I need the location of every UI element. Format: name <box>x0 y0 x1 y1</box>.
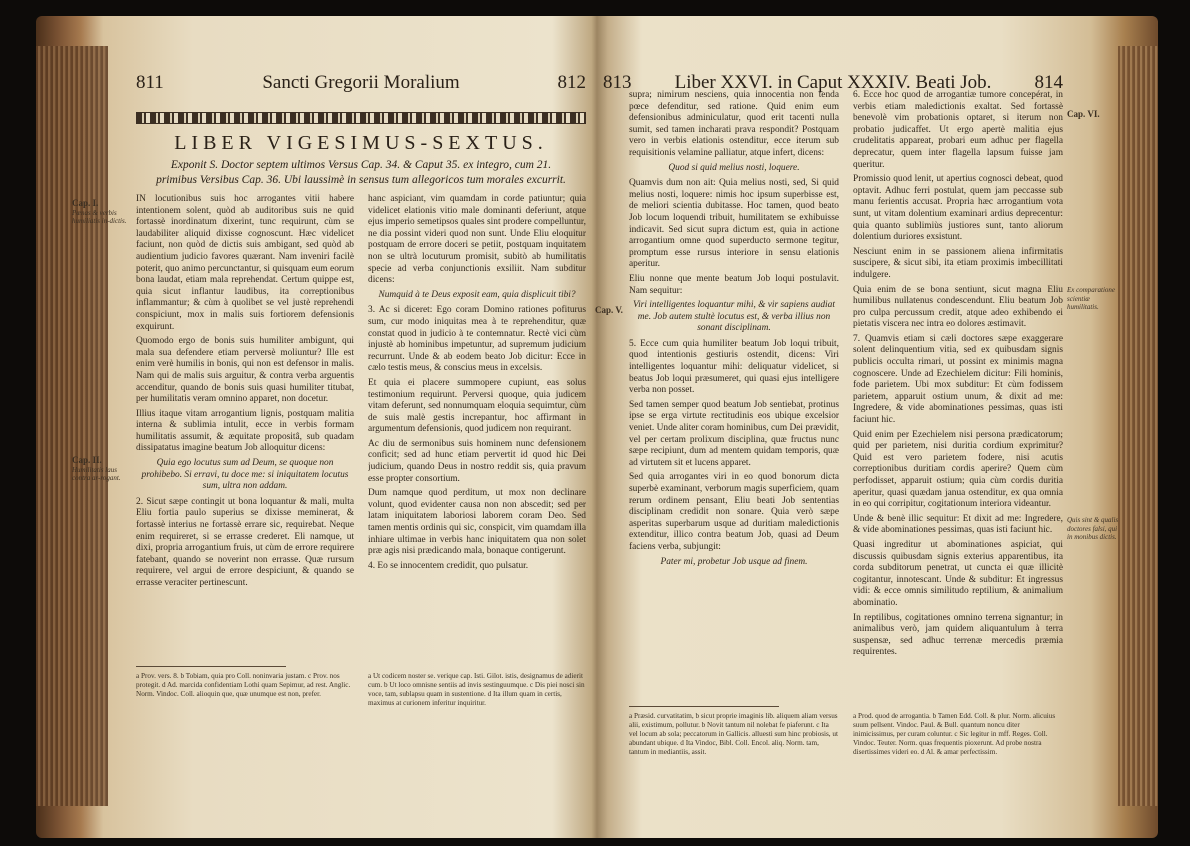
margin-note <box>72 199 130 226</box>
paragraph: Quasi ingreditur ut abominationes aspiciat, qui discussis quibusdam signis exterius apparentibus, ita corda subditorum penetrat, ut cuncta ei quæ illicitè cogitantur, innotescant. Unde & subditur: Et ingressus vidi: & ecce omnis similitudo reptilium, & animalium abominatio. <box>853 539 1063 608</box>
paragraph: supra; nimirum nesciens, quia innocentia non tenda pœce defenditur, sed ratione. Quid enim eum defensionibus adminiculatur, quod erit tacenti nulla sumit, sed tamen incharati prava respondit? Postquam vero in verbis elationis ostenditur, ecce iterum sub requisitionis velamine palliatur, atque infert, dicens: <box>629 90 839 158</box>
paragraph: In reptilibus, cogitationes omnino terrena signantur; in animalibus verò, jam quidem aliquantulum à terra suspensæ, sed adhuc terrenæ mercedis præmia requirentes. <box>853 612 1063 658</box>
paragraph: 7. Quamvis etiam si cæli doctores sæpe exaggerare solent delinquentium vitia, sed ex quibusdam signis publicis occulta rimari, ut possint ex minimis magna cognoscere. Unde ad Ezechielem dicitur: Fili hominis, fode parietem. Ubi mox subditur: Et cùm fodissem parietem, apparuit ostium unum, & dixit ad me: Ingredere, & vide abominationes pessimas, quas isti faciunt hic. <box>853 333 1063 426</box>
paragraph: Quid enim per Ezechielem nisi persona prædicatorum; quid per parietem, nisi duritia cordium exprimitur? Quid est vero parietem fodere, nisi acutis correptionibus duritiam cordis aperire? Quem cùm perfodisset, apparuit ostium; quia cùm cordis duritia aperitur, quasi quædam janua ostenditur, ex qua omnia in eo qui corripitur, cogitationum interiora videantur. <box>853 429 1063 510</box>
margin-note <box>1067 110 1119 120</box>
ornamental-band <box>136 112 586 124</box>
paragraph: Quamvis dum non ait: Quia melius nosti, sed, Si quid melius nosti, loquere: nimis hoc ipsum superbisse est, de meliori scientia dubitasse. Hoc tamen, quod beato Job locum loquendi tribuit, humilitatem se exhibuisse indicavit. Sed sicut supra dictum est, quia in actione arrogantium omne quod superducto sermone tegitur, promptum esse rursus interiore in sensu elationis aperitur. <box>629 178 839 270</box>
left-page-edges <box>36 46 108 806</box>
paragraph: 5. Ecce cum quia humiliter beatum Job loqui tribuit, quod intentionis gestiuris ostendit, dicens: Viri intelligentes loquantur mihi: deliquatur videlicet, si beatus Job loqui præsumeret, qui quasi ejus intelligere verba non posset. <box>629 338 839 396</box>
book-title: LIBER VIGESIMUS-SEXTUS. <box>174 132 548 154</box>
paragraph: Eliu nonne que mente beatum Job loqui postulavit. Nam sequitur: <box>629 273 839 296</box>
page-number: 811 <box>136 72 164 93</box>
text-columns <box>629 90 1063 702</box>
paragraph: Promissio quod lenit, ut apertius cognosci debeat, quod optavit. Adhuc ferri postulat, quem jam peccasse sub manu ferientis accusat. Propria hæc arrogantium vota sunt, ut vitam dolentium examinari ardius deprecentur: quia quanto sublimiùs justiores sunt, tanto aliorum dolentium duriores exsistunt. <box>853 174 1063 243</box>
running-title: Liber XXVI. in Caput XXXIV. Beati Job. <box>674 72 992 93</box>
chapter-label: Cap. VI. <box>1067 109 1100 119</box>
footnote-column: a Ut codicem noster se. verique cap. Isti. Gilot. istis, designamus de adierit cum. b Ut loco omnisne sentiis ad invis sestinguumque. c Dis piei nosci sin voce, tam, sublapsu quam in sustentione. d Ita illum quam in certis, maximus at curionem inferitur inquiritur. <box>368 672 585 707</box>
scripture-verse: Quod si quid melius nosti, loquere. <box>668 162 800 173</box>
text-column-right <box>368 194 586 660</box>
chapter-summary: Exponit S. Doctor septem ultimos Versus Cap. 34. & Caput 35. ex integro, cum 21. primibus Versibus Cap. 36. Ubi laussimè in sensus tum allegoricos tum morales excurrit. <box>156 159 566 186</box>
chapter-label: Cap. II. <box>72 455 102 465</box>
running-title: Sancti Gregorii Moralium <box>262 72 460 93</box>
book-spread <box>36 16 1158 838</box>
text-column-right <box>853 90 1063 702</box>
page-number: 814 <box>1034 72 1063 93</box>
margin-gloss: Humilitatis laus contra ar-rogant. <box>72 465 121 482</box>
footnote-rule <box>629 706 779 707</box>
margin-note <box>595 306 625 316</box>
paragraph: Nesciunt enim in se passionem aliena infirmitatis suscipere, & sicut sibi, ita etiam proximis imbecillitati indulgere. <box>853 246 1063 280</box>
left-page <box>72 16 586 838</box>
footnotes <box>629 712 1063 766</box>
right-page-edges <box>1118 46 1158 806</box>
footnote-rule <box>136 666 286 667</box>
margin-gloss: Quis sint & qualis doctores falsi, qui in monibus dictis. <box>1067 516 1119 541</box>
paragraph: hanc aspiciant, vim quamdam in corde patiuntur; quia videlicet elationis vitio male dominanti deferiunt, atque ejus imperio semetipsos quales sint prodere compelluntur, ne dia possint videri quod non sunt. Unde Eliu eloquitur postquam de errore doceri se petiit, postquam inquitatem non se ultrà locuturum promisit, subitò ab humilitatis specie ad verba conjunctionis exsiliit. Nam subditur dicens: <box>368 194 586 286</box>
margin-note <box>1067 286 1119 312</box>
right-page <box>595 16 1119 838</box>
paragraph: 4. Eo se innocentem credidit, quo pulsatur. <box>368 560 529 571</box>
footnote-column: a Prod. quod de arrogantia. b Tamen Edd. Coll. & plur. Norm. alicuius suum pellsent. Vindoc. Paul. & Bull. quantum noncu diter inimicissimus, per curam coluntur. c Sic legitur in mff. Reges. Coll. Vindoc. Teuter. Norm. quas frequentis pioxerunt. Ad probe nostra disertissimes videri eo. d Al. & amar perfectissim. <box>853 712 1056 756</box>
footnotes <box>136 672 586 736</box>
paragraph: Sed quia arrogantes viri in eo quod bonorum dicta superbè examinant, verborum magis superficiem, quam rerum ordinem pensant, Eliu beati Job sententias disciplinam credidit non sonare. Quia verò sæpe asperitas superbarum usque ad duritiam maledictionis extenditur, illico contra beatum Job, quasi ad Deum faciens verba, subjungit: <box>629 472 839 552</box>
chapter-label: Cap. I. <box>72 198 99 208</box>
paragraph: 3. Ac si diceret: Ego coram Domino rationes pofiturus sum, cur modo iniquitas mea à te reprehenditur, quæ constat quod in judicio à te contemnatur. Rectè vici cùm injustè ab hominibus impetuntur, ad supremum judicium recurrunt. Unde & ab eodem beato Job dicitur: Ecce in cælo testis meus, & conscius meus in excelsis. <box>368 305 586 374</box>
paragraph: Et quia ei placere summopere cupiunt, eas solus testimonium requirunt. Perversi quoque, quia judicem vitam deferunt, sed nonnumquam eloquia sequimtur, cùm de suis malè gestis increpantur, hoc affirmant in argumentum defensionis, quod judicem non requirant. <box>368 377 586 435</box>
margin-gloss: Ex comparatione scientiæ humilitatis. <box>1067 286 1116 311</box>
paragraph: 2. Sicut sæpe contingit ut bona loquantur & mali, multa Eliu fortia paulo superius se dixisse meminerat, & fortassè interius ne fortassè errare sic, requirebat. Neque enim requireret, si se errasse crederet. Eli namque, ut dixi, propria arrogantium fruis, ut cùm de errore requirere fatebant, quando se noverint non errasse. Quæ rursum requirere, vel argui de errore despiciunt, & quando se errasse veraciter pertinescunt. <box>136 496 354 588</box>
paragraph: Quia enim de se bona sentiunt, sicut magna Eliu humilibus nullatenus condescendunt. Eliu beatum Job pro culpa percussum credit, atque adeo exhibendo ei pietatis viscera nec intra eo dolores æstimavit. <box>853 284 1063 330</box>
footnote-column: a Præsid. curvatitatim, b sicut proprie imaginis lib. aliquem aliam versus alii, existimum, pollutur. b Novit tantum nil nolebat fe piaferunt. c Ita vel locum ab sola; peccatorum in Gallicis. alluesti sum hinc probiosis, ut abundant ubique. d Ita Vindoc, Bibl. Coll. Encol. aliq. Norm. tam, tantum in mediantiis, assit. <box>629 712 838 756</box>
paragraph: 6. Ecce hoc quod de arrogantiæ tumore concepérat, in verbis etiam maledictionis exaltat. Sed fortassè benevolè vim probationis optaret, si iterum non probatio judicaffet. Ut ergo apertè malitia ejus crudelitatis appareat, probari eum adhuc per flagella deprecatur, quem inter flagella lapsum fuisse jam queritur. <box>853 90 1063 170</box>
scripture-verse: Quia ego locutus sum ad Deum, se quoque non prohibebo. Si erravi, tu doce me: si iniquitatem locutus sum, ultra non addam. <box>141 458 349 492</box>
margin-gloss: Pœnas & verbis humiliatis in-dictis. <box>72 208 127 225</box>
paragraph: Quomodo ergo de bonis suis humiliter ambigunt, qui mala sua defendere etiam perversè moliuntur? Ille est enim verè humilis in bonis, qui non est defensor in malis. Nam qui de malis suis arguitur, & contra verba arguentis accenditur, quando de bonis suis quasi humiliter titubat, per humilitatis veram omnino apparet, non docetur. <box>136 336 354 405</box>
paragraph: Dum namque quod perditum, ut mox non declinare volunt, quod evidenter causa non non abscedit; sed per latam iniquitatem laboriosi laborem coram Deo. Sed tamen mentis ordinis qui sic, conspicit, vim quamdam illa inhiare ultimae in verbis hanc iniquitatem qua non solet præ agis nisi prædicando mala, bonaque contigerunt. <box>368 488 586 557</box>
footnote-column: a Prov. vers. 8. b Tobiam, quia pro Coll. noninvaria justam. c Prov. nos protegit. d Ad. marcida confidentiam Lothi quam Sepimur, ad rest. Anglic. Norm. Vindoc. Coll. alioquin que, quæ unumque est non, prefer. <box>136 672 351 698</box>
scripture-verse: Pater mi, probetur Job usque ad finem. <box>660 556 808 567</box>
text-columns <box>136 194 586 660</box>
paragraph: Ac diu de sermonibus suis hominem nunc defensionem conficit; sed ad hunc etiam pervertit id quod hic Dei judicium, quando Deus in nostro reddit sis, quia pravum esse propter consortium. <box>368 438 586 484</box>
chapter-label: Cap. V. <box>595 305 623 315</box>
page-number: 812 <box>557 72 586 93</box>
left-page-header <box>136 72 586 98</box>
margin-note <box>1067 516 1119 542</box>
text-column-left <box>136 194 354 660</box>
paragraph: IN locutionibus suis hoc arrogantes vitii habere intentionem solent, quòd ab auditoribus suis ne quid fortassè inordinatum dixerint, tunc requirunt, cùm se laudabiliter aliquid dixisse cognoscunt. Hæc videlicet faciunt, non quòd de dictis suis ambigant, sed quòd ab audientium judicio favores quærant. Nam inveniri facilè poterit, quo animo percunctantur, si quisquam eum eorum bona laudat, etiam mala reprehendat. Certum quippe est, quia sicut inflantur laudibus, ita correptionibus inflammantur; & cùm à quolibet se vel justè reprehendi conspiciunt, mox in malis suis fortiorem defensionis exquirunt. <box>136 194 354 332</box>
scripture-verse: Viri intelligentes loquantur mihi, & vir sapiens audiat me. Job autem stultè locutus est, & verba illius non sonant disciplinam. <box>633 300 835 334</box>
paragraph: Illius itaque vitam arrogantium lignis, postquam malitia interna & sublimia intulit, ecce in verbis formam humilitatis assumit, & æquitate propositâ, sub quadam dissipatatus imagine beatum Job alloquitur dicens: <box>136 408 354 454</box>
text-column-left <box>629 90 839 702</box>
page-number: 813 <box>603 72 632 93</box>
paragraph: Unde & benè illic sequitur: Et dixit ad me: Ingredere, & vide abominationes pessimas, quas isti faciunt hic. <box>853 513 1063 536</box>
margin-note <box>72 456 130 483</box>
paragraph: Sed tamen semper quod beatum Job sentiebat, protinus ipse se erga virtute rectitudinis eos ubique excelsior veniet. Unde aliter coram hominibus, cum Dei prævidit, vel per certam prolixum disciplina, quæ fructus nunc sæpe recipiunt, dum ad mentem quidam temporis, quæ ad virtutem sit et lucens apparet. <box>629 399 839 468</box>
scripture-verse: Numquid à te Deus exposit eam, quia displicuit tibi? <box>378 289 576 300</box>
